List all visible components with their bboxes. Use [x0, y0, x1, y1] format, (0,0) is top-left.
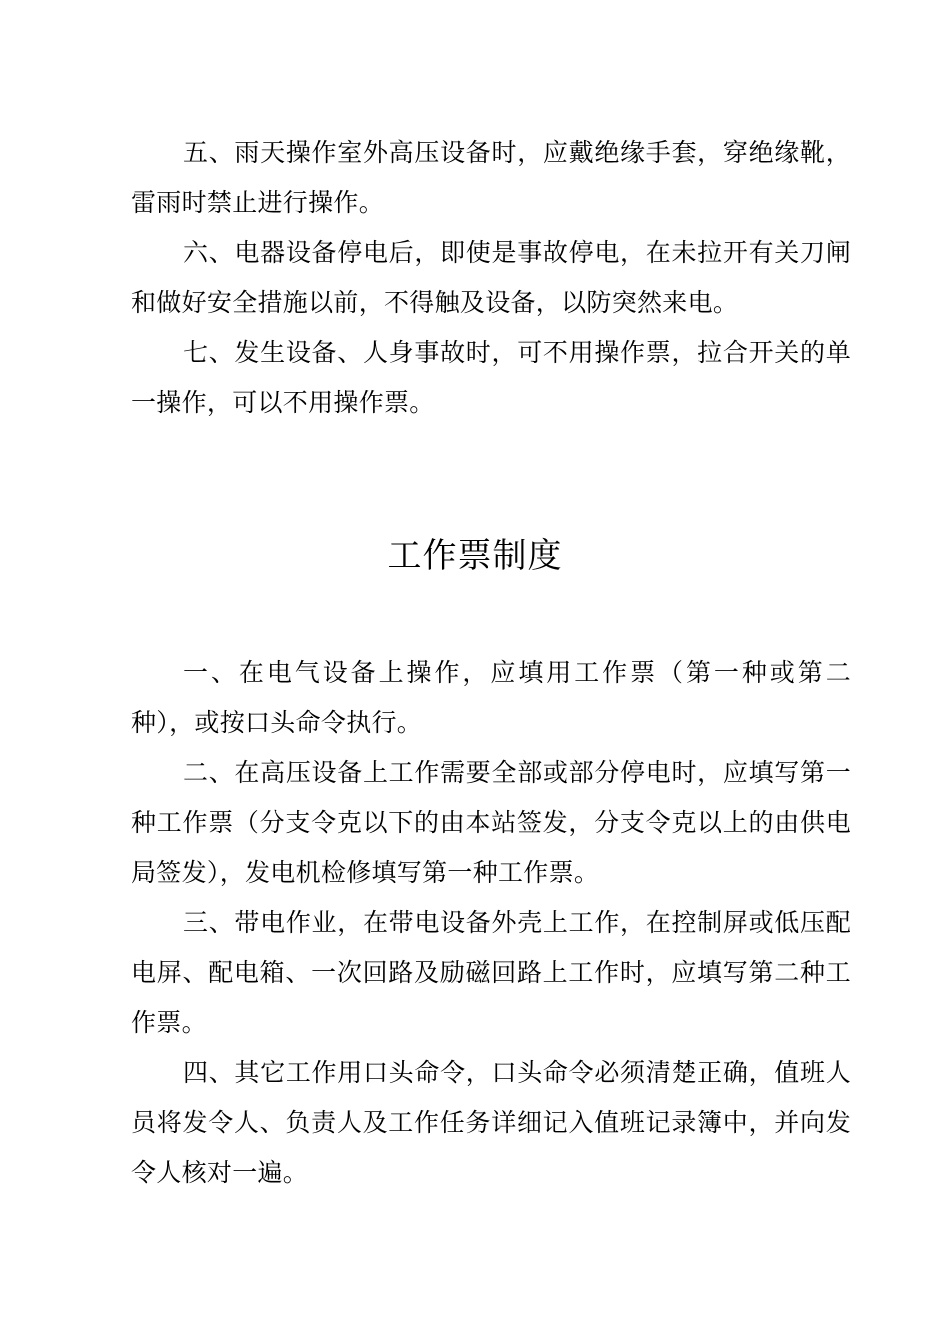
- section-title: 工作票制度: [387, 536, 563, 576]
- work-ticket-paragraph-1: 一、在电气设备上操作，应填用工作票（第一种或第二种），或按口头命令执行。: [131, 658, 851, 737]
- rule-paragraph-6: 六、电器设备停电后，即使是事故停电，在未拉开有关刀闸和做好安全措施以前，不得触及设备，以防突然来电。: [131, 238, 851, 317]
- rules-continued-section: [131, 128, 851, 428]
- rule-paragraph-7: 七、发生设备、人身事故时，可不用操作票，拉合开关的单一操作，可以不用操作票。: [131, 338, 851, 417]
- work-ticket-paragraph-3: 三、带电作业，在带电设备外壳上工作，在控制屏或低压配电屏、配电箱、一次回路及励磁回路上工作时，应填写第二种工作票。: [131, 908, 851, 1037]
- work-ticket-rules-section: [131, 648, 851, 1198]
- work-ticket-paragraph-2: 二、在高压设备上工作需要全部或部分停电时，应填写第一种工作票（分支令克以下的由本站签发，分支令克以上的由供电局签发），发电机检修填写第一种工作票。: [131, 758, 851, 887]
- work-ticket-paragraph-4: 四、其它工作用口头命令，口头命令必须清楚正确，值班人员将发令人、负责人及工作任务详细记入值班记录簿中，并向发令人核对一遍。: [131, 1058, 851, 1187]
- rule-paragraph-5: 五、雨天操作室外高压设备时，应戴绝缘手套，穿绝缘靴，雷雨时禁止进行操作。: [131, 138, 851, 217]
